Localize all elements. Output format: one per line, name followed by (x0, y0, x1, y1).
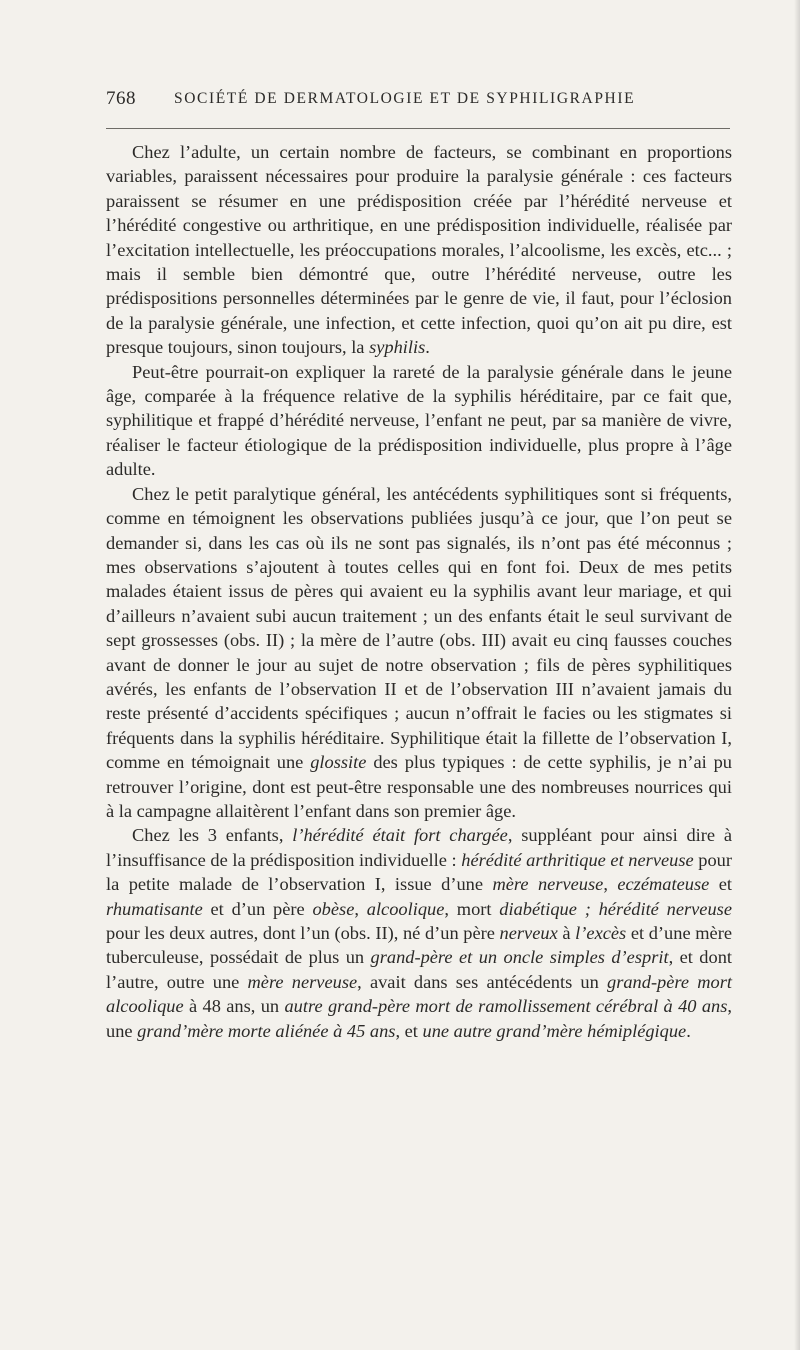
page-number: 768 (106, 88, 136, 109)
text-run: Chez le petit paralytique général, les antécédents syphilitiques sont si fréquents, comme en témoignent les observations publiées jusqu’à ce jour, que l’on peut se demander si, dans les cas où ils ne sont pas signalés, ils n’ont pas été méconnus ; mes observations s’ajoutent à toutes celles qui en font foi. Deux de mes petits malades étaient issus de pères qui avaient eu la syphilis avant leur mariage, et qui d’ailleurs n’avaient subi aucun traitement ; un des enfants était le seul survivant de sept grossesses (obs. II) ; la mère de l’autre (obs. III) avait eu cinq fausses couches avant de donner le jour au sujet de notre observation ; fils de pères syphilitiques avérés, les enfants de l’observation II et de l’observation III n’avaient jamais du reste présenté d’accidents spécifiques ; aucun n’offrait le facies ou les stigmates si fréquents dans la syphilis héréditaire. Syphilitique était la fillette de l’observation I, comme en témoignait une (106, 483, 732, 773)
paragraph (106, 823, 732, 1043)
text-run: à 48 ans, un (183, 996, 285, 1017)
text-run: et d’un père (202, 898, 313, 919)
text-run: des plus typiques : de cette syphilis, je n’ai pu retrouver l’origine, dont est peut-être responsable une des nombreuses nourrices qui à la campagne allaitèrent l’enfant dans son premier âge. (106, 752, 732, 821)
text-run: , suppléant pour ainsi dire à l’insuffisance de la prédisposition individuelle : (106, 825, 732, 870)
header-rule (106, 128, 730, 129)
text-run: , et (395, 1020, 423, 1041)
italic-run: mère nerveuse (492, 874, 604, 895)
italic-run: grand’mère morte aliénée à 45 ans (137, 1020, 396, 1041)
text-run: , une (106, 996, 733, 1041)
italic-run: mère nerveuse (247, 971, 358, 992)
italic-run: syphilis (369, 337, 426, 358)
italic-run: l’excès (575, 923, 627, 943)
page-edge-shadow (794, 0, 800, 1350)
italic-run: grand-père mort alcoolique (106, 971, 732, 1017)
text-run: , avait dans ses antécédents un (357, 971, 607, 992)
text-run: à (557, 923, 576, 943)
text-run: , (603, 874, 618, 895)
text-run: . (425, 337, 430, 358)
running-title: SOCIÉTÉ DE DERMATOLOGIE ET DE SYPHILIGRAPHIE (174, 90, 636, 107)
text-run: pour la petite malade de l’observation I, issue d’une (106, 849, 732, 895)
page-header (106, 88, 730, 116)
italic-run: glossite (310, 752, 367, 773)
italic-run: grand-père et un oncle simples d’esprit (370, 947, 669, 968)
paragraph (106, 482, 732, 824)
body-text (106, 140, 732, 1043)
italic-run: rhumatisante (106, 898, 203, 919)
paragraph (106, 140, 732, 360)
italic-run: obèse (312, 898, 355, 919)
italic-run: hérédité arthritique et nerveuse (461, 849, 694, 870)
text-run: , mort (444, 898, 500, 919)
italic-run: l’hérédité était fort chargée (292, 825, 508, 846)
italic-run: alcoolique (366, 898, 445, 919)
italic-run: autre grand-père mort de ramollissement cérébral à 40 ans (284, 996, 728, 1017)
text-run: et d’une mère tuberculeuse, possédait de plus un (106, 923, 732, 968)
text-run: Chez les 3 enfants, (132, 825, 293, 846)
text-run: . (686, 1020, 691, 1041)
text-run: Chez l’adulte, un certain nombre de facteurs, se combinant en proportions variables, paraissent nécessaires pour produire la paralysie générale : ces facteurs paraissent se résumer en une prédisposition créée par l’hérédité nerveuse et l’hérédité congestive ou arthritique, en une prédisposition individuelle, réalisée par l’excitation intellectuelle, les préoccupations morales, l’alcoolisme, les excès, etc... ; mais il semble bien démontré que, outre l’hérédité nerveuse, outre les prédispositions personnelles déterminées par le genre de vie, il faut, pour l’éclosion de la paralysie générale, une infection, et cette infection, quoi qu’on ait pu dire, est presque toujours, sinon toujours, la (106, 142, 732, 358)
text-run: Peut-être pourrait-on expliquer la rareté de la paralysie générale dans le jeune âge, comparée à la fréquence relative de la syphilis héréditaire, par ce fait que, syphilitique et frappé d’hérédité nerveuse, l’enfant ne peut, par sa manière de vivre, réaliser le facteur étiologique de la prédisposition individuelle, plus propre à l’âge adulte. (106, 361, 732, 480)
text-run: pour les deux autres, dont l’un (obs. II), né d’un père (106, 923, 500, 943)
italic-run: une autre grand’mère hémiplégique (422, 1020, 687, 1041)
italic-run: nerveux (499, 923, 558, 943)
paragraph (106, 360, 732, 482)
text-run: , et dont l’autre, outre une (106, 947, 732, 992)
text-run: , (354, 898, 367, 919)
italic-run: eczémateuse (617, 874, 710, 895)
italic-run: diabétique ; hérédité nerveuse (499, 898, 732, 919)
text-run: et (709, 874, 732, 895)
